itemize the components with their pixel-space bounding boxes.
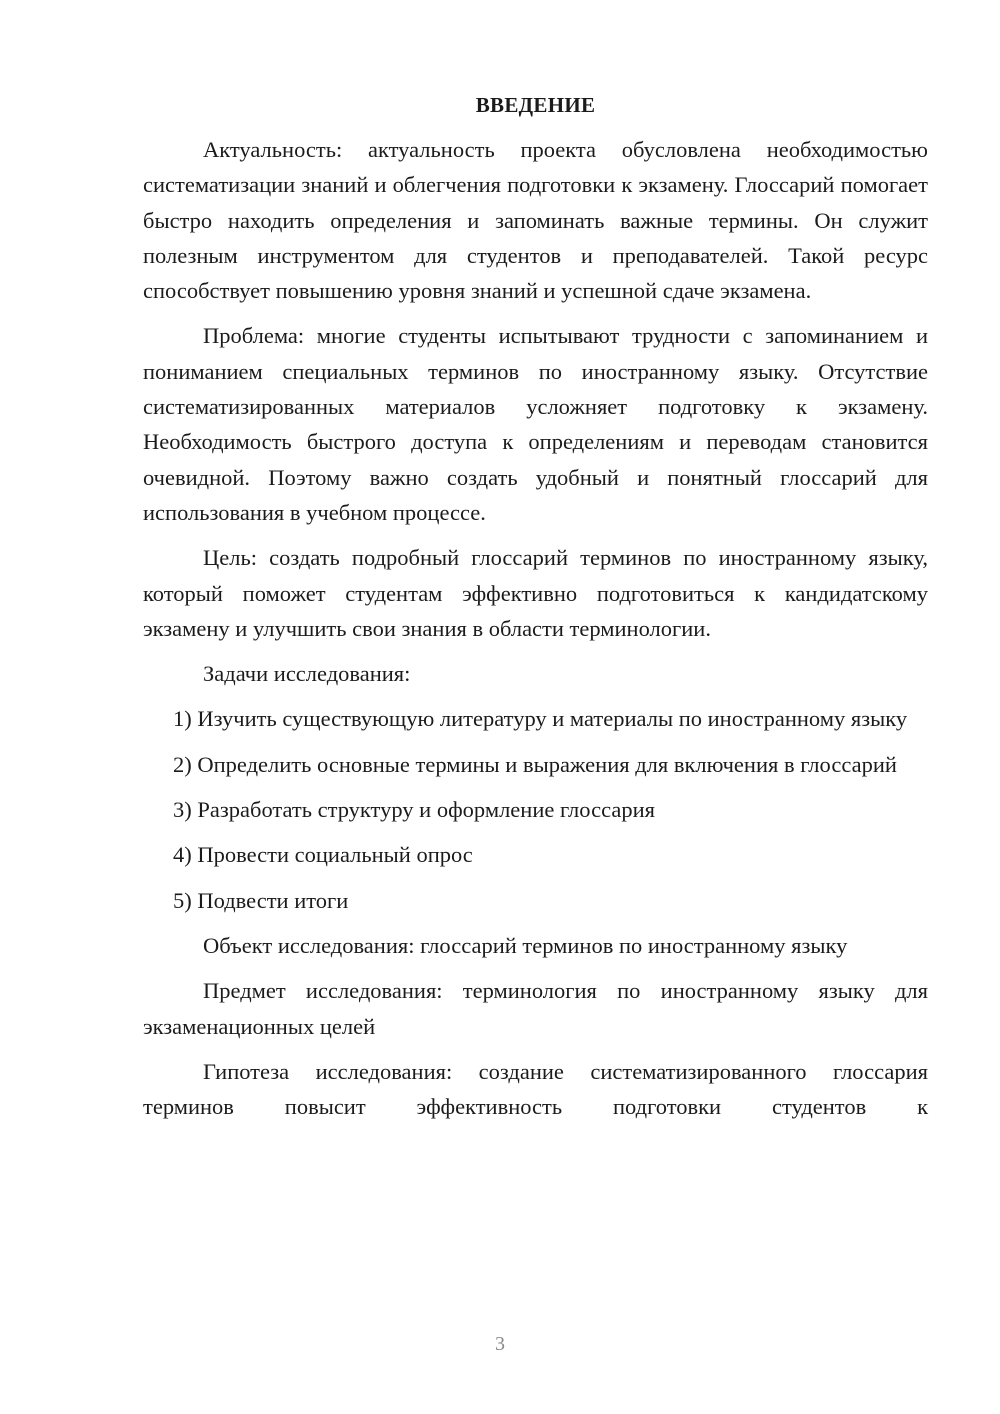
- task-item-5: 5) Подвести итоги: [173, 887, 349, 913]
- relevance-paragraph: Актуальность: актуальность проекта обусловлена необходимостью систематизации знаний и облегчения подготовки к экзамену. Глоссарий помогает быстро находить определения и запоминать важные термины. Он служит полезным инструментом для студентов и преподавателей. Такой ресурс способствует повышению уровня знаний и успешной сдаче экзамена.: [143, 137, 928, 304]
- task-item-3: 3) Разработать структуру и оформление глоссария: [173, 797, 655, 823]
- page-content: [143, 88, 928, 1124]
- subject-paragraph: Предмет исследования: терминология по иностранному языку для экзаменационных целей: [143, 978, 928, 1039]
- goal-paragraph: Цель: создать подробный глоссарий терминов по иностранному языку, который поможет студентам эффективно подготовиться к кандидатскому экзамену и улучшить свои знания в области терминологии.: [143, 545, 928, 641]
- hypothesis-paragraph: Гипотеза исследования: создание систематизированного глоссария терминов повысит эффективность подготовки студентов к: [143, 1058, 928, 1120]
- page-number: 3: [495, 1333, 505, 1355]
- page-title: ВВЕДЕНИЕ: [475, 93, 596, 117]
- task-item-2: 2) Определить основные термины и выражения для включения в глоссарий: [173, 751, 897, 777]
- task-item-1: 1) Изучить существующую литературу и материалы по иностранному языку: [173, 706, 908, 732]
- problem-paragraph: Проблема: многие студенты испытывают трудности с запоминанием и пониманием специальных терминов по иностранному языку. Отсутствие систематизированных материалов усложняет подготовку к экзамену. Необходимость быстрого доступа к определениям и переводам становится очевидной. Поэтому важно создать удобный и понятный глоссарий для использования в учебном процессе.: [143, 323, 928, 525]
- object-paragraph: Объект исследования: глоссарий терминов по иностранному языку: [203, 932, 848, 958]
- task-item-4: 4) Провести социальный опрос: [173, 842, 473, 868]
- tasks-heading: Задачи исследования:: [203, 661, 411, 687]
